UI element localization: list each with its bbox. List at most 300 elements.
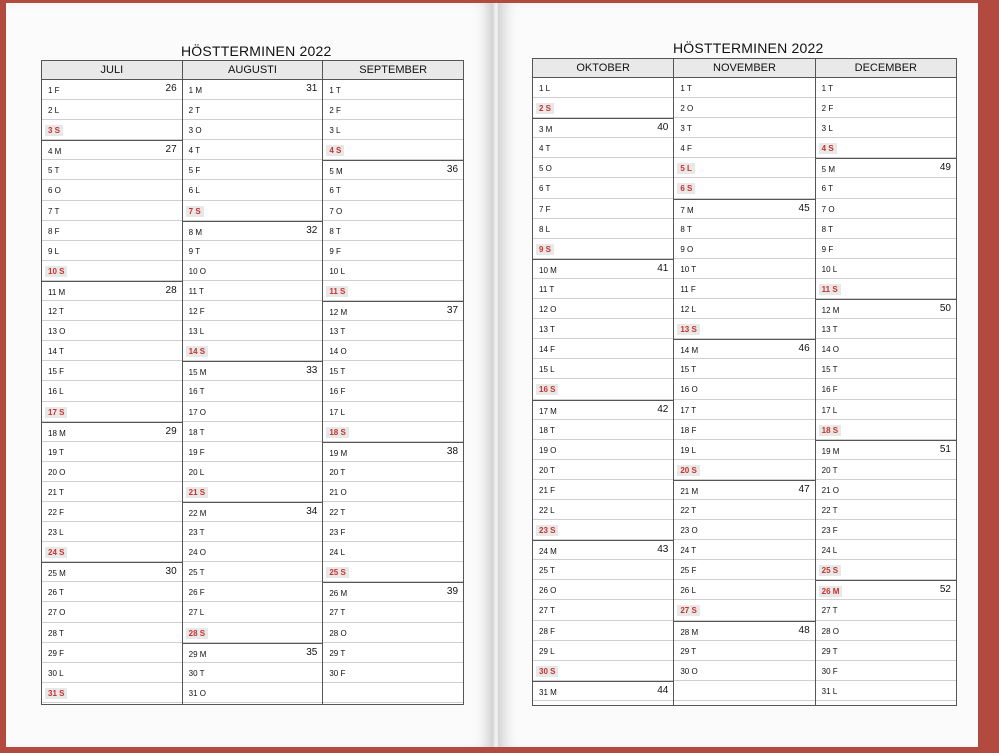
day-label: 14 T [48,347,64,357]
day-label: 1 T [329,86,341,95]
day-cell[interactable] [533,540,673,560]
day-label: 27 T [329,608,346,618]
day-label: 23 S [536,525,558,536]
day-cell[interactable] [674,621,814,641]
week-number: 52 [939,584,951,596]
day-cell[interactable] [183,522,323,542]
day-cell[interactable] [42,281,182,301]
day-label: 7 M [680,205,694,215]
week-number: 26 [165,83,177,94]
day-label: 19 F [188,447,205,457]
day-cell[interactable] [674,540,814,560]
day-label: 10 L [329,266,345,276]
day-cell[interactable] [323,623,463,643]
day-label: 9 O [680,244,694,254]
day-cell[interactable] [183,562,323,582]
week-number: 46 [798,343,810,355]
day-label: 23 F [329,528,346,538]
day-cell[interactable] [533,621,673,641]
day-cell[interactable] [533,379,673,399]
day-cell[interactable] [183,180,323,200]
day-label: 5 M [821,165,835,175]
day-label: 15 T [329,367,346,377]
day-cell[interactable] [533,400,673,420]
day-label: 11 T [539,284,555,294]
day-cell[interactable] [533,319,673,339]
day-label: 19 L [680,445,696,455]
day-cell[interactable] [533,239,673,259]
day-cell[interactable] [183,683,323,703]
day-label: 11 M [48,287,66,297]
day-cell[interactable] [42,180,182,200]
day-cell[interactable] [183,100,323,120]
day-label: 14 O [821,345,839,355]
day-cell[interactable] [323,402,463,422]
day-label: 10 T [680,264,697,274]
day-label: 18 T [539,425,555,435]
day-label: 26 F [188,588,205,598]
day-label: 18 S [819,425,841,436]
week-number: 34 [306,505,318,517]
day-cell[interactable] [816,560,956,580]
day-label: 7 S [186,206,204,217]
day-cell[interactable] [816,78,956,98]
day-cell[interactable] [816,199,956,219]
day-cell[interactable] [674,480,814,500]
day-cell[interactable] [183,80,323,100]
day-cell[interactable] [323,462,463,482]
day-label: 27 T [539,606,555,616]
day-cell[interactable] [42,502,182,522]
day-label: 3 L [821,124,833,134]
day-cell[interactable] [323,582,463,602]
day-cell[interactable] [674,379,814,399]
day-cell[interactable] [323,241,463,261]
day-cell[interactable] [323,442,463,462]
day-label: 15 L [539,365,555,375]
day-cell[interactable] [42,160,182,180]
day-cell[interactable] [183,361,323,381]
day-cell[interactable] [42,140,182,160]
day-cell[interactable] [533,440,673,460]
day-cell[interactable] [323,221,463,241]
day-cell[interactable] [323,422,463,442]
day-cell[interactable] [816,681,956,701]
week-number: 42 [657,403,669,415]
week-number: 33 [306,365,318,377]
day-cell[interactable] [323,160,463,180]
day-cell[interactable] [674,78,814,98]
day-cell[interactable] [42,241,182,261]
day-label: 24 L [821,546,838,556]
day-cell[interactable] [323,663,463,683]
day-cell[interactable] [42,301,182,321]
day-cell[interactable] [42,120,182,140]
day-label: 16 L [48,387,64,397]
day-cell[interactable] [183,462,323,482]
day-label: 28 M [680,627,699,637]
day-cell[interactable] [42,542,182,562]
day-cell[interactable] [42,602,182,622]
month-column-november [674,59,815,705]
day-cell[interactable] [183,321,323,341]
day-cell[interactable] [533,78,673,98]
day-cell[interactable] [42,462,182,482]
day-cell[interactable] [183,281,323,301]
week-number: 40 [657,122,669,134]
day-cell[interactable] [42,643,182,663]
day-cell[interactable] [533,480,673,500]
day-cell[interactable] [816,279,956,299]
day-label: 1 L [539,84,551,93]
day-cell[interactable] [533,118,673,138]
day-cell[interactable] [323,80,463,100]
day-label: 4 F [680,144,692,154]
day-label: 23 T [188,528,205,538]
day-label: 26 M [819,586,843,597]
day-cell[interactable] [674,641,814,661]
day-cell[interactable] [323,542,463,562]
day-label: 12 T [48,307,64,317]
day-label: 22 M [188,508,207,518]
day-cell[interactable] [323,140,463,160]
day-label: 29 L [539,646,555,656]
day-label: 8 T [680,224,692,234]
day-label: 16 O [680,385,698,395]
day-cell[interactable] [323,301,463,321]
day-cell[interactable] [816,178,956,198]
day-cell[interactable] [816,460,956,480]
day-cell[interactable] [42,582,182,602]
day-cell[interactable] [816,259,956,279]
day-cell[interactable] [674,178,814,198]
day-label: 3 O [188,126,202,136]
day-cell[interactable] [674,299,814,319]
day-cell[interactable] [816,239,956,259]
day-label: 24 S [45,547,67,558]
day-label: 21 O [329,487,347,497]
week-number: 37 [446,305,459,317]
day-label: 14 O [329,347,347,357]
day-cell[interactable] [183,602,323,622]
day-cell[interactable] [816,500,956,520]
day-cell[interactable] [183,160,323,180]
month-column-september [323,61,463,704]
day-cell[interactable] [674,118,814,138]
day-cell[interactable] [533,219,673,239]
week-number: 44 [657,684,669,696]
day-cell[interactable] [42,381,182,401]
day-label: 4 M [48,147,62,157]
day-label: 8 F [48,226,60,236]
day-label: 26 T [48,588,64,598]
left-page [6,3,494,747]
month-column-augusti [183,61,324,704]
day-label: 25 S [819,565,841,576]
day-cell[interactable] [42,562,182,582]
day-cell[interactable] [816,299,956,319]
day-cell[interactable] [42,80,182,100]
day-cell[interactable] [816,480,956,500]
day-cell[interactable] [323,281,463,301]
day-cell[interactable] [42,663,182,683]
day-cell[interactable] [323,120,463,140]
empty-cell [323,683,463,703]
day-cell[interactable] [533,661,673,681]
day-cell[interactable] [183,422,323,442]
day-cell[interactable] [42,201,182,221]
day-label: 15 T [821,365,838,375]
day-cell[interactable] [533,259,673,279]
calendar-grid-left [41,60,464,705]
day-label: 12 F [188,307,205,317]
day-cell[interactable] [183,221,323,241]
day-cell[interactable] [674,199,814,219]
day-cell[interactable] [323,502,463,522]
day-cell[interactable] [42,100,182,120]
day-cell[interactable] [183,482,323,502]
day-label: 8 L [539,224,551,234]
day-label: 29 M [188,649,207,659]
day-cell[interactable] [816,440,956,460]
day-label: 13 O [48,327,66,337]
day-label: 19 T [48,447,64,457]
day-cell[interactable] [183,140,323,160]
day-cell[interactable] [816,98,956,118]
day-cell[interactable] [323,180,463,200]
day-label: 28 T [48,628,64,638]
day-cell[interactable] [42,402,182,422]
day-cell[interactable] [674,520,814,540]
day-cell[interactable] [674,138,814,158]
day-cell[interactable] [674,98,814,118]
day-cell[interactable] [674,420,814,440]
day-cell[interactable] [183,381,323,401]
day-cell[interactable] [533,199,673,219]
day-cell[interactable] [323,100,463,120]
day-label: 10 M [539,265,557,275]
day-label: 19 M [821,446,840,456]
day-cell[interactable] [533,98,673,118]
day-cell[interactable] [42,422,182,442]
day-label: 30 T [188,668,205,678]
day-cell[interactable] [533,560,673,580]
day-label: 25 T [188,568,205,578]
day-label: 14 F [539,345,556,355]
day-cell[interactable] [816,540,956,560]
day-cell[interactable] [816,580,956,600]
day-cell[interactable] [183,241,323,261]
day-label: 16 F [821,385,838,395]
day-cell[interactable] [42,442,182,462]
week-number: 50 [939,303,951,315]
day-cell[interactable] [816,138,956,158]
day-cell[interactable] [323,602,463,622]
day-cell[interactable] [42,261,182,281]
day-cell[interactable] [533,158,673,178]
day-cell[interactable] [323,341,463,361]
week-number: 30 [165,566,177,578]
day-cell[interactable] [183,643,323,663]
day-cell[interactable] [533,641,673,661]
day-cell[interactable] [533,420,673,440]
day-label: 23 O [680,526,698,536]
day-cell[interactable] [42,623,182,643]
day-label: 10 O [188,266,207,276]
day-label: 31 M [539,687,557,697]
day-label: 31 S [45,688,67,699]
day-label: 25 S [326,567,348,578]
day-label: 31 L [821,686,838,696]
day-label: 1 T [680,84,692,93]
day-cell[interactable] [42,361,182,381]
day-label: 4 S [326,145,344,156]
day-cell[interactable] [183,261,323,281]
day-cell[interactable] [42,341,182,361]
day-cell[interactable] [533,339,673,359]
day-label: 16 S [536,384,558,395]
day-cell[interactable] [323,643,463,663]
day-cell[interactable] [816,319,956,339]
day-cell[interactable] [816,359,956,379]
day-label: 6 T [329,186,341,196]
day-cell[interactable] [183,201,323,221]
day-label: 6 T [821,184,834,194]
day-cell[interactable] [674,158,814,178]
day-label: 21 T [48,487,64,497]
day-cell[interactable] [674,600,814,620]
day-cell[interactable] [533,359,673,379]
month-header: SEPTEMBER [323,61,463,80]
day-cell[interactable] [533,138,673,158]
day-cell[interactable] [42,482,182,502]
day-cell[interactable] [42,221,182,241]
day-cell[interactable] [816,520,956,540]
day-cell[interactable] [533,600,673,620]
month-header: DECEMBER [816,59,956,78]
day-cell[interactable] [674,400,814,420]
day-label: 7 O [821,204,835,214]
week-number: 45 [798,202,810,214]
day-label: 27 L [188,608,205,618]
day-cell[interactable] [42,321,182,341]
day-cell[interactable] [533,279,673,299]
day-label: 29 F [48,648,65,658]
day-cell[interactable] [674,339,814,359]
day-cell[interactable] [674,279,814,299]
day-cell[interactable] [183,623,323,643]
day-cell[interactable] [674,460,814,480]
day-cell[interactable] [816,600,956,620]
day-cell[interactable] [183,120,323,140]
day-cell[interactable] [816,219,956,239]
day-cell[interactable] [674,239,814,259]
day-cell[interactable] [533,520,673,540]
day-label: 29 T [680,646,697,656]
day-list [323,80,463,704]
day-cell[interactable] [816,379,956,399]
day-cell[interactable] [816,641,956,661]
day-cell[interactable] [816,118,956,138]
day-cell[interactable] [674,359,814,379]
day-label: 9 F [821,244,834,254]
day-list [42,80,182,704]
day-cell[interactable] [816,339,956,359]
day-label: 9 L [48,246,60,256]
day-cell[interactable] [533,299,673,319]
day-cell[interactable] [183,502,323,522]
day-cell[interactable] [183,442,323,462]
day-cell[interactable] [674,560,814,580]
week-number: 38 [446,445,459,457]
day-cell[interactable] [323,562,463,582]
week-number: 31 [306,83,318,94]
day-cell[interactable] [674,219,814,239]
week-number: 36 [446,164,459,176]
day-cell[interactable] [323,361,463,381]
day-label: 26 L [680,586,696,596]
day-cell[interactable] [323,321,463,341]
day-label: 8 M [188,227,203,237]
day-cell[interactable] [323,201,463,221]
day-cell[interactable] [533,178,673,198]
day-cell[interactable] [533,681,673,701]
day-label: 21 M [680,486,699,496]
day-cell[interactable] [183,341,323,361]
day-cell[interactable] [183,542,323,562]
day-cell[interactable] [816,420,956,440]
day-cell[interactable] [323,261,463,281]
day-cell[interactable] [323,482,463,502]
day-cell[interactable] [816,400,956,420]
day-list [674,78,814,705]
day-cell[interactable] [674,580,814,600]
day-cell[interactable] [533,500,673,520]
day-cell[interactable] [323,522,463,542]
day-cell[interactable] [323,381,463,401]
day-cell[interactable] [674,661,814,681]
day-cell[interactable] [674,440,814,460]
day-cell[interactable] [183,582,323,602]
day-cell[interactable] [183,663,323,683]
day-label: 21 F [539,485,556,495]
day-cell[interactable] [674,500,814,520]
day-cell[interactable] [42,522,182,542]
day-label: 8 T [821,224,834,234]
day-cell[interactable] [674,319,814,339]
day-label: 27 T [821,606,838,616]
calendar-grid-right [532,58,957,706]
day-cell[interactable] [183,402,323,422]
day-label: 22 T [680,505,697,515]
day-label: 19 O [539,445,557,455]
day-list [183,80,323,704]
day-cell[interactable] [42,683,182,703]
day-label: 17 S [45,407,67,418]
day-cell[interactable] [533,580,673,600]
day-cell[interactable] [816,621,956,641]
empty-cell [674,681,814,701]
day-label: 6 S [677,183,695,194]
day-cell[interactable] [674,259,814,279]
day-cell[interactable] [816,661,956,681]
day-label: 20 O [48,467,66,477]
day-label: 8 T [329,226,341,236]
day-label: 14 M [680,346,699,356]
day-cell[interactable] [183,301,323,321]
day-cell[interactable] [533,460,673,480]
day-cell[interactable] [816,158,956,178]
